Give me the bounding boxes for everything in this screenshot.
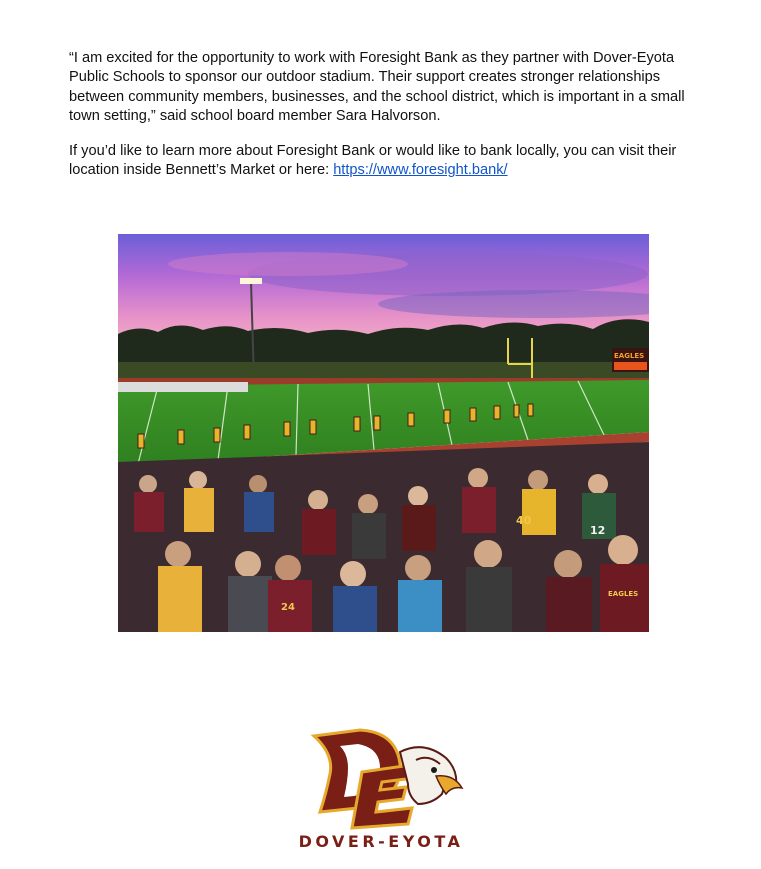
foresight-bank-link[interactable]: https://www.foresight.bank/ xyxy=(333,162,508,179)
dover-eyota-logo xyxy=(296,724,466,858)
info-paragraph xyxy=(69,142,697,181)
stadium-photo xyxy=(118,234,649,632)
scoreboard-text: EAGLES xyxy=(614,352,645,360)
shirt-eagles-text: EAGLES xyxy=(608,590,639,598)
jersey-number-12: 12 xyxy=(590,524,606,537)
quote-paragraph: “I am excited for the opportunity to work with Foresight Bank as they partner with Dover-Eyota Public Schools to sponsor our outdoor stadium. Their support creates stronger relationships between community members, businesses, and the school district, which is important in a small town setting,” said school board member Sara Halvorson. xyxy=(69,50,685,125)
jersey-number-24: 24 xyxy=(281,602,295,613)
info-paragraph-text: If you’d like to learn more about Foresight Bank or would like to bank locally, you can visit their location inside Bennett’s Market or here: xyxy=(69,143,677,179)
jersey-number-40: 40 xyxy=(516,514,532,527)
logo-wordmark: DOVER-EYOTA xyxy=(298,832,464,851)
eagle-head-icon xyxy=(400,747,456,804)
